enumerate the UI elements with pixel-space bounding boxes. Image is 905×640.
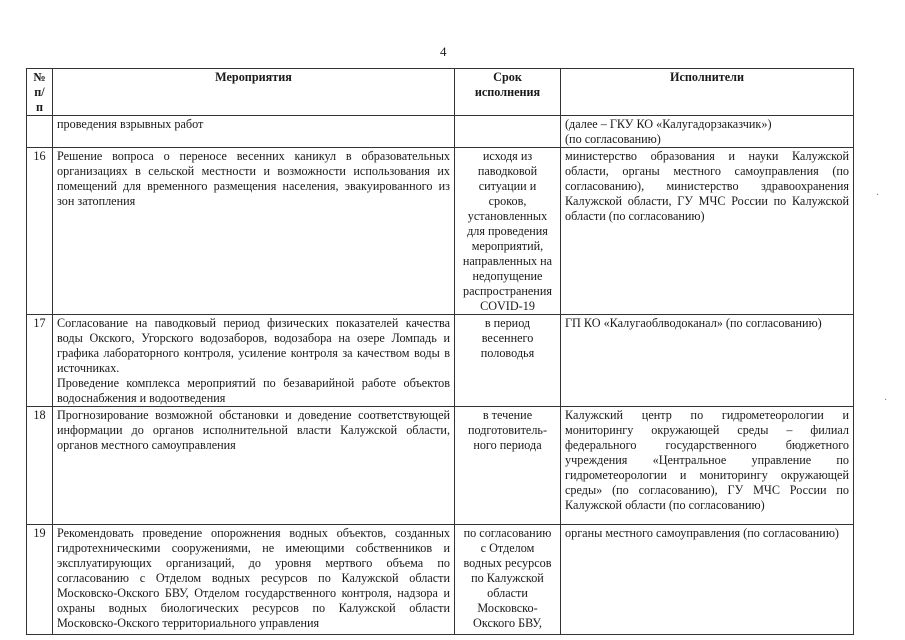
table-row xyxy=(27,315,854,407)
activities-table xyxy=(26,68,854,635)
cell-activity: Решение вопроса о переносе весенних каникул в образовательных организациях в сельской местности и возможности использования их помещений для временного размещения населения, эвакуированного из зон затопления xyxy=(53,148,455,315)
cell-activity: проведения взрывных работ xyxy=(53,116,455,148)
header-activities: Мероприятия xyxy=(53,69,455,116)
cell-num: 19 xyxy=(27,525,53,635)
cell-term: в течение подготовитель- ного периода xyxy=(455,407,561,525)
header-num: № п/п xyxy=(27,69,53,116)
cell-num xyxy=(27,116,53,148)
table-header-row xyxy=(27,69,854,116)
cell-executors: (далее – ГКУ КО «Калугадорзаказчик») (по согласованию) xyxy=(561,116,854,148)
header-executors: Исполнители xyxy=(561,69,854,116)
scan-speck: · xyxy=(884,395,888,406)
cell-num: 16 xyxy=(27,148,53,315)
cell-activity: Рекомендовать проведение опорожнения водных объектов, созданных гидротехническими сооружениями, не имеющими собственников и эксплуатирующих организаций, до уровня мертвого объема по согласованию с Отделом водных ресурсов по Калужской области Московско-Окского БВУ, Отделом государственного контроля, надзора и охраны водных биологических ресурсов по Калужской области Московско-Окского территориального управления xyxy=(53,525,455,635)
cell-executors: органы местного самоуправления (по согласованию) xyxy=(561,525,854,635)
scan-speck: · xyxy=(876,190,880,201)
header-term: Срок исполнения xyxy=(455,69,561,116)
cell-term: в период весеннего половодья xyxy=(455,315,561,407)
table-row-continuation xyxy=(27,116,854,148)
cell-executors: ГП КО «Калугаоблводоканал» (по согласованию) xyxy=(561,315,854,407)
cell-num: 17 xyxy=(27,315,53,407)
cell-term: по согласованию с Отделом водных ресурсов по Калужской области Московско- Окского БВУ, xyxy=(455,525,561,635)
cell-executors: Калужский центр по гидрометеорологии и мониторингу окружающей среды – филиал федерального государственного бюджетного учреждения «Центральное управление по гидрометеорологии и мониторингу окружающей среды» (по согласованию), ГУ МЧС России по Калужской области (по согласованию) xyxy=(561,407,854,525)
cell-activity: Прогнозирование возможной обстановки и доведение соответствующей информации до органов исполнительной власти Калужской области, органов местного самоуправления xyxy=(53,407,455,525)
cell-activity: Согласование на паводковый период физических показателей качества воды Окского, Угорского водозаборов, водозабора на озере Ломпадь и графика лабораторного контроля, усиление контроля за качеством воды в источниках. Проведение комплекса мероприятий по безаварийной работе объектов водоснабжения и водоотведения xyxy=(53,315,455,407)
page-number: 4 xyxy=(440,44,447,59)
table-row xyxy=(27,148,854,315)
cell-term xyxy=(455,116,561,148)
cell-num: 18 xyxy=(27,407,53,525)
cell-executors: министерство образования и науки Калужской области, органы местного самоуправления (по согласованию), министерство здравоохранения Калужской области, ГУ МЧС России по Калужской области (по согласованию) xyxy=(561,148,854,315)
table-row xyxy=(27,407,854,525)
cell-term: исходя из паводковой ситуации и сроков, установленных для проведения мероприятий, направленных на недопущение распространения COVID-19 xyxy=(455,148,561,315)
table-row xyxy=(27,525,854,635)
